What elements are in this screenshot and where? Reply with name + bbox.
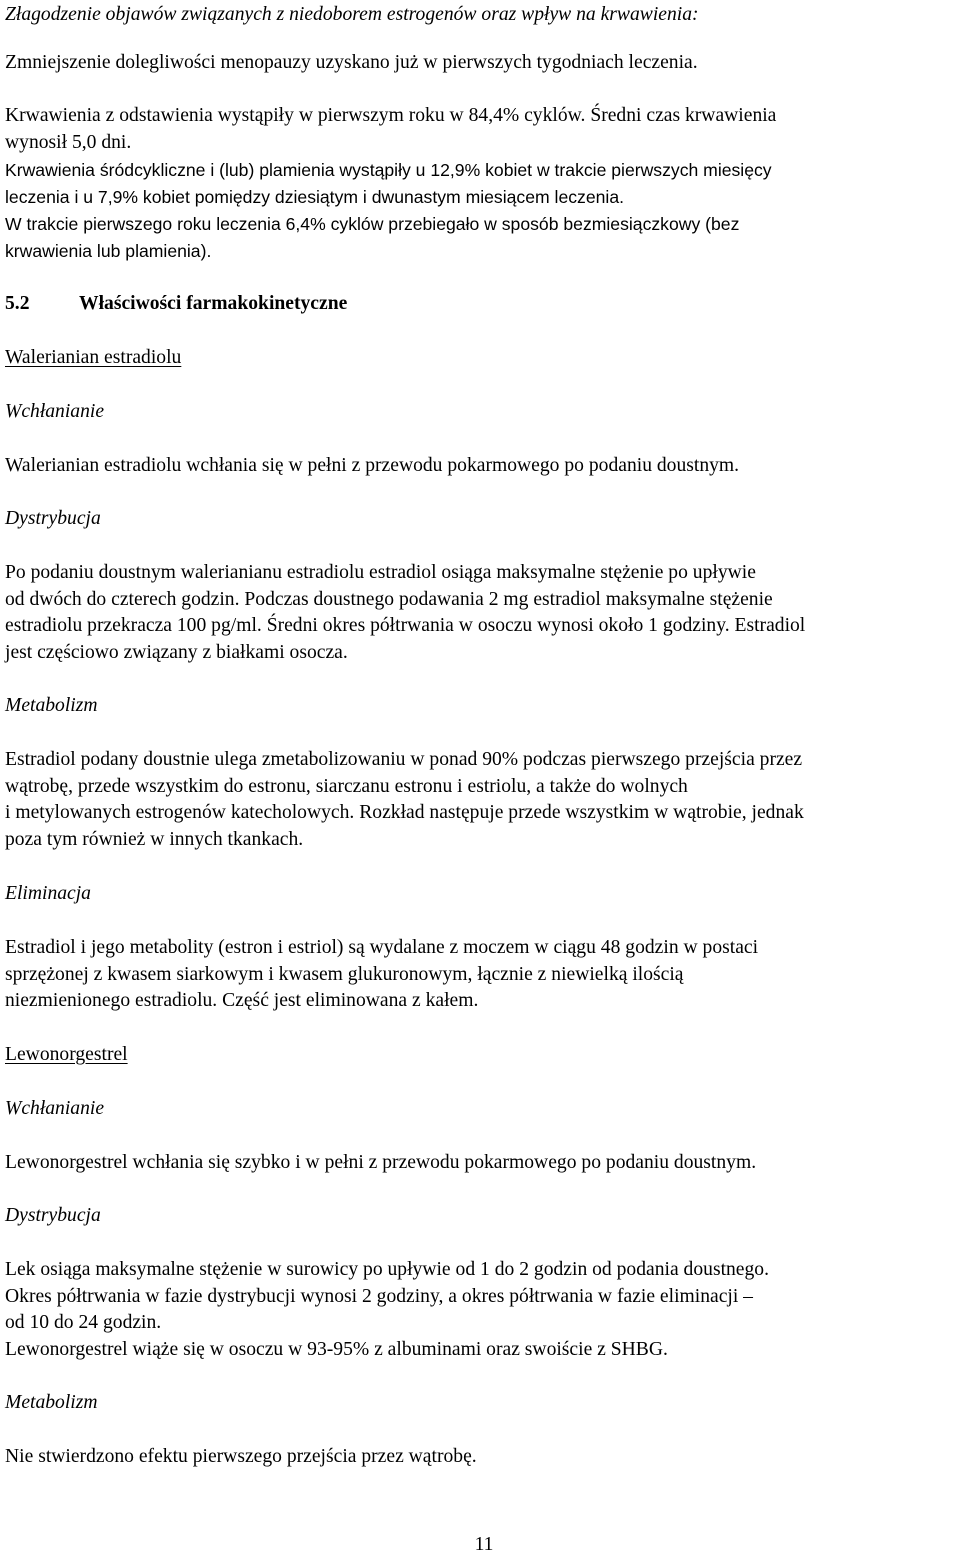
intro-paragraph-4 (5, 211, 953, 264)
estradiol-absorption-heading: Wchłanianie (5, 401, 105, 422)
levonorgestrel-metabolism-heading: Metabolizm (5, 1392, 98, 1413)
text-line: i metylowanych estrogenów katecholowych. Rozkład następuje przede wszystkim w wątrobie, jednak (5, 802, 804, 824)
text-line: Po podaniu doustnym walerianianu estradiolu estradiol osiąga maksymalne stężenie po upływie (5, 562, 756, 583)
estradiol-metabolism-heading: Metabolizm (5, 695, 98, 716)
text-line: Lek osiąga maksymalne stężenie w surowicy po upływie od 1 do 2 godzin od podania doustnego. (5, 1259, 769, 1280)
intro-title: Złagodzenie objawów związanych z niedoborem estrogenów oraz wpływ na krwawienia: (5, 4, 699, 25)
levonorgestrel-distribution-text (5, 1257, 953, 1363)
section-heading (5, 291, 953, 318)
text-line: Estradiol podany doustnie ulega zmetabolizowaniu w ponad 90% podczas pierwszego przejścia przez (5, 749, 803, 770)
text-line: poza tym również w innych tkankach. (5, 828, 304, 850)
intro-paragraph-1: Zmniejszenie dolegliwości menopauzy uzyskano już w pierwszych tygodniach leczenia. (5, 52, 698, 73)
estradiol-absorption-text: Walerianian estradiolu wchłania się w pełni z przewodu pokarmowego po podaniu doustnym. (5, 455, 740, 476)
section-number: 5.2 (5, 293, 30, 314)
text-line: Krwawienia śródcykliczne i (lub) plamienia wystąpiły u 12,9% kobiet w trakcie pierwszych miesięcy (5, 160, 772, 180)
levonorgestrel-absorption-heading: Wchłanianie (5, 1098, 105, 1119)
text-line: od 10 do 24 godzin. (5, 1312, 162, 1334)
estradiol-metabolism-text (5, 747, 953, 853)
text-line: jest częściowo związany z białkami osocza. (5, 641, 348, 663)
levonorgestrel-distribution-heading: Dystrybucja (5, 1205, 101, 1226)
estradiol-elimination-text (5, 935, 953, 1015)
text-line: Krwawienia z odstawienia wystąpiły w pierwszym roku w 84,4% cyklów. Średni czas krwawienia (5, 105, 777, 126)
intro-paragraph-2 (5, 103, 953, 156)
text-line: sprzężonej z kwasem siarkowym i kwasem glukuronowym, łącznie z niewielką ilością (5, 963, 684, 985)
estradiol-heading: Walerianian estradiolu (5, 347, 182, 368)
text-line: W trakcie pierwszego roku leczenia 6,4% cyklów przebiegało w sposób bezmiesiączkowy (bez (5, 214, 740, 234)
text-line: od dwóch do czterech godzin. Podczas doustnego podawania 2 mg estradiol maksymalne stężenie (5, 588, 773, 610)
text-line: krwawienia lub plamienia). (5, 240, 212, 261)
page-number: 11 (474, 1534, 494, 1555)
levonorgestrel-heading: Lewonorgestrel (5, 1044, 128, 1065)
text-line: wątrobę, przede wszystkim do estronu, siarczanu estronu i estriolu, a także do wolnych (5, 775, 688, 797)
estradiol-distribution-heading: Dystrybucja (5, 508, 101, 529)
text-line: estradiolu przekracza 100 pg/ml. Średni okres półtrwania w osoczu wynosi około 1 godziny. Estradiol (5, 615, 806, 637)
levonorgestrel-metabolism-text: Nie stwierdzono efektu pierwszego przejścia przez wątrobę. (5, 1446, 477, 1467)
text-line: leczenia i u 7,9% kobiet pomiędzy dziesiątym i dwunastym miesiącem leczenia. (5, 186, 624, 207)
text-line: wynosił 5,0 dni. (5, 131, 132, 153)
section-title: Właściwości farmakokinetyczne (79, 293, 348, 314)
levonorgestrel-absorption-text: Lewonorgestrel wchłania się szybko i w pełni z przewodu pokarmowego po podaniu doustnym. (5, 1152, 757, 1173)
text-line: Lewonorgestrel wiąże się w osoczu w 93-95% z albuminami oraz swoiście z SHBG. (5, 1338, 668, 1360)
text-line: niezmienionego estradiolu. Część jest eliminowana z kałem. (5, 990, 479, 1012)
intro-paragraph-3 (5, 157, 953, 210)
text-line: Okres półtrwania w fazie dystrybucji wynosi 2 godziny, a okres półtrwania w fazie eliminacji – (5, 1285, 753, 1307)
estradiol-distribution-text (5, 560, 953, 666)
estradiol-elimination-heading: Eliminacja (5, 883, 91, 904)
text-line: Estradiol i jego metabolity (estron i estriol) są wydalane z moczem w ciągu 48 godzin w postaci (5, 937, 759, 958)
